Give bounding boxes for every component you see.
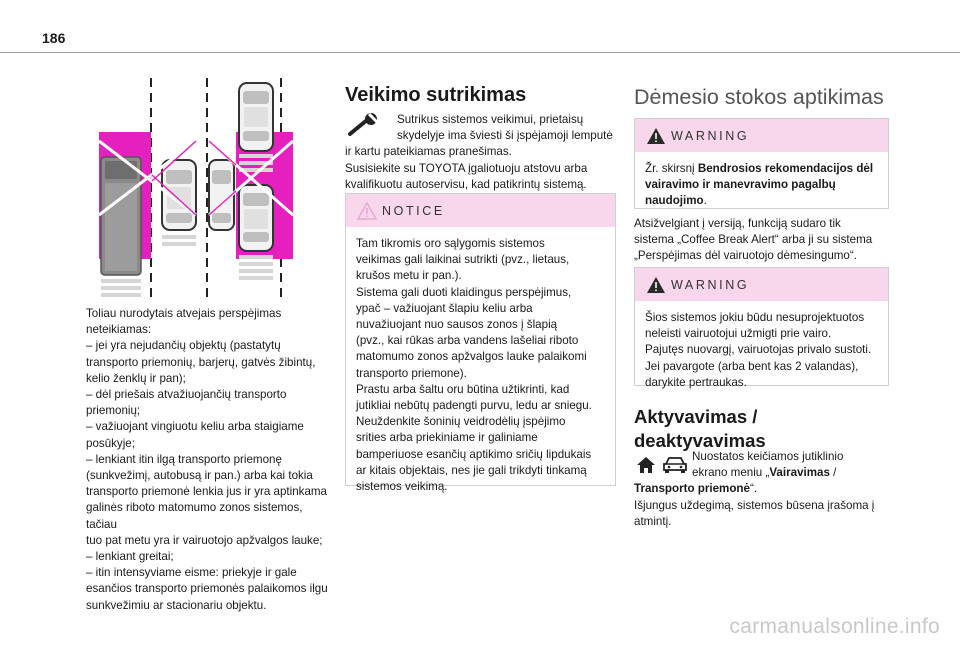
notice-triangle-icon <box>357 202 377 220</box>
warning-line <box>645 177 878 193</box>
warning-line: Pajutęs nuovargį, vairuotojas privalo sustoti. <box>645 343 872 357</box>
malfunction-intro <box>345 112 620 193</box>
act-line: atmintį. <box>634 514 672 528</box>
warning-box-1 <box>634 118 889 209</box>
car-icon <box>239 185 273 280</box>
watermark: carmanualsonline.info <box>729 615 940 638</box>
notice-line: matomumo zonos apžvalgos lauke palaikomi <box>356 350 587 364</box>
warning-header <box>635 268 888 301</box>
warning-line <box>645 193 878 209</box>
act-text: / <box>829 466 837 480</box>
blind-spot-illustration <box>96 75 296 303</box>
act-line <box>634 481 899 497</box>
notice-line: ypač – važiuojant šlapiu keliu arba <box>356 301 533 315</box>
notice-line: veikimas gali laikinai sutrikti (pvz., lietaus, <box>356 253 570 267</box>
warning-triangle-icon <box>646 127 666 145</box>
notice-line: Neuždenkite šoninių veidrodėlių įspėjimo <box>356 415 566 429</box>
notice-line: (pvz., kai rūkas arba vandens lašeliai riboto <box>356 334 579 348</box>
left-line: tuo pat metu yra ir vairuotojo apžvalgos lauke; <box>86 533 323 547</box>
notice-box <box>345 193 616 494</box>
notice-body <box>346 227 615 495</box>
warning-line <box>645 161 878 177</box>
left-line: galinės riboto matomumo zonos sistemos, tačiau <box>86 501 303 531</box>
attention-paragraph <box>634 216 894 265</box>
warning-body <box>635 301 888 391</box>
left-line: priemonių; <box>86 404 141 418</box>
menu-path: Transporto priemonė <box>634 482 750 496</box>
act-text: “. <box>749 482 758 496</box>
top-rule <box>0 52 960 53</box>
notice-line: Tam tikromis oro sąlygomis sistemos <box>356 237 545 250</box>
left-line: – dėl priešais atvažiuojančių transporto <box>86 388 287 402</box>
truck-icon <box>101 157 141 297</box>
menu-path: Vairavimas <box>769 466 830 480</box>
notice-line: transporto priemone). <box>356 366 467 380</box>
notice-label: NOTICE <box>382 204 445 218</box>
activation-text <box>634 449 899 530</box>
section-heading-malfunction: Veikimo sutrikimas <box>345 84 527 106</box>
notice-line: Sistema gali duoti klaidingus perspėjimus, <box>356 285 572 299</box>
left-text <box>86 306 336 614</box>
notice-header <box>346 194 615 227</box>
para-line: Atsižvelgiant į versiją, funkciją sudaro tik <box>634 217 841 230</box>
heading-line: deaktyvavimas <box>634 430 766 451</box>
warning-label: WARNING <box>671 278 750 292</box>
left-line: – lenkiant itin ilgą transporto priemonę <box>86 452 282 466</box>
warning-label: WARNING <box>671 129 750 143</box>
intro-line: Susisiekite su TOYOTA įgaliotuoju atstovu arba <box>345 161 588 175</box>
act-line: Nuostatos keičiamos jutiklinio <box>692 450 844 463</box>
left-line: – važiuojant vingiuotu keliu arba staigiame <box>86 420 304 434</box>
notice-line: sistemos veikimą. <box>356 480 448 494</box>
warning-line: neleisti vairuotojui užmigti prie vairo. <box>645 327 832 341</box>
left-line: – itin intensyviame eisme: priekyje ir gale <box>86 566 297 580</box>
notice-line: ar kitais objektais, nes jie gali trikdyti tinkamą <box>356 463 587 477</box>
warning-box-2 <box>634 267 889 389</box>
intro-line: ir kartu pateikiamas pranešimas. <box>345 145 512 159</box>
left-line: – lenkiant greitai; <box>86 550 174 564</box>
section-heading-activation <box>634 405 766 453</box>
act-line <box>634 465 899 481</box>
warning-line: Jei pavargote (arba bent kas 2 valandas), <box>645 359 859 373</box>
para-line: sistema „Coffee Break Alert“ arba ji su sistema <box>634 233 873 247</box>
notice-line: jutikliai nebūtų padengti purvu, ledu ar sniegu. <box>356 399 592 413</box>
section-heading-attention: Dėmesio stokos aptikimas <box>634 85 884 109</box>
left-line: transporto priemonių, barjerų, gatvės žibintų, <box>86 355 316 369</box>
intro-line: skydelyje ima šviesti ši įspėjamoji lemputė <box>397 129 613 143</box>
act-line: Išjungus uždegimą, sistemos būsena įrašoma į <box>634 498 875 512</box>
warning-body <box>635 152 888 210</box>
left-line: (sunkvežimį, autobusą ir pan.) arba kai tokia <box>86 469 313 483</box>
left-line: posūkyje; <box>86 436 135 450</box>
left-line: – jei yra nejudančių objektų (pastatytų <box>86 339 281 353</box>
notice-line: nuvažiuojant nuo sausos zonos į šlapią <box>356 318 558 332</box>
notice-line: Prastu arba šaltu oru būtina užtikrinti, kad <box>356 382 570 396</box>
left-line: sunkvežimiu ar stacionariu objektu. <box>86 598 267 612</box>
warning-triangle-icon <box>646 276 666 294</box>
notice-line: bamperiuose esančių aptikimo sričių lipdukais <box>356 447 592 461</box>
warning-line: darykite pertraukas. <box>645 375 747 389</box>
act-text: ekrano meniu „ <box>692 466 770 480</box>
warning-ref: naudojimo <box>645 194 704 208</box>
left-line: transporto priemonė lenkia jus ir yra aptinkama <box>86 485 328 499</box>
left-line: kelio ženklų ir pan); <box>86 371 186 385</box>
warning-line: Šios sistemos jokiu būdu nesuprojektuotos <box>645 311 865 324</box>
heading-line: Aktyvavimas / <box>634 406 758 427</box>
intro-line: kvalifikuotu autoservisu, kad patikrintų sistemą. <box>345 177 587 191</box>
left-line: neteikiamas: <box>86 323 152 337</box>
intro-line: Sutrikus sistemos veikimui, prietaisų <box>397 113 584 126</box>
para-line: „Perspėjimas dėl vairuotojo dėmesingumo“. <box>634 249 857 263</box>
page-number: 186 <box>42 30 66 46</box>
warning-header <box>635 119 888 152</box>
notice-line: srities arba priekiniame ir galiniame <box>356 431 538 445</box>
left-line: Toliau nurodytais atvejais perspėjimas <box>86 307 282 320</box>
warning-ref: vairavimo ir manevravimo pagalbų <box>645 178 836 192</box>
warning-ref: Bendrosios rekomendacijos dėl <box>697 162 874 175</box>
notice-line: krušos metu ir pan.). <box>356 269 462 283</box>
warning-text: Žr. skirsnį <box>645 162 698 175</box>
warning-text: . <box>703 194 707 208</box>
left-line: esančios transporto priemonės palaikomos ilgu <box>86 582 328 596</box>
